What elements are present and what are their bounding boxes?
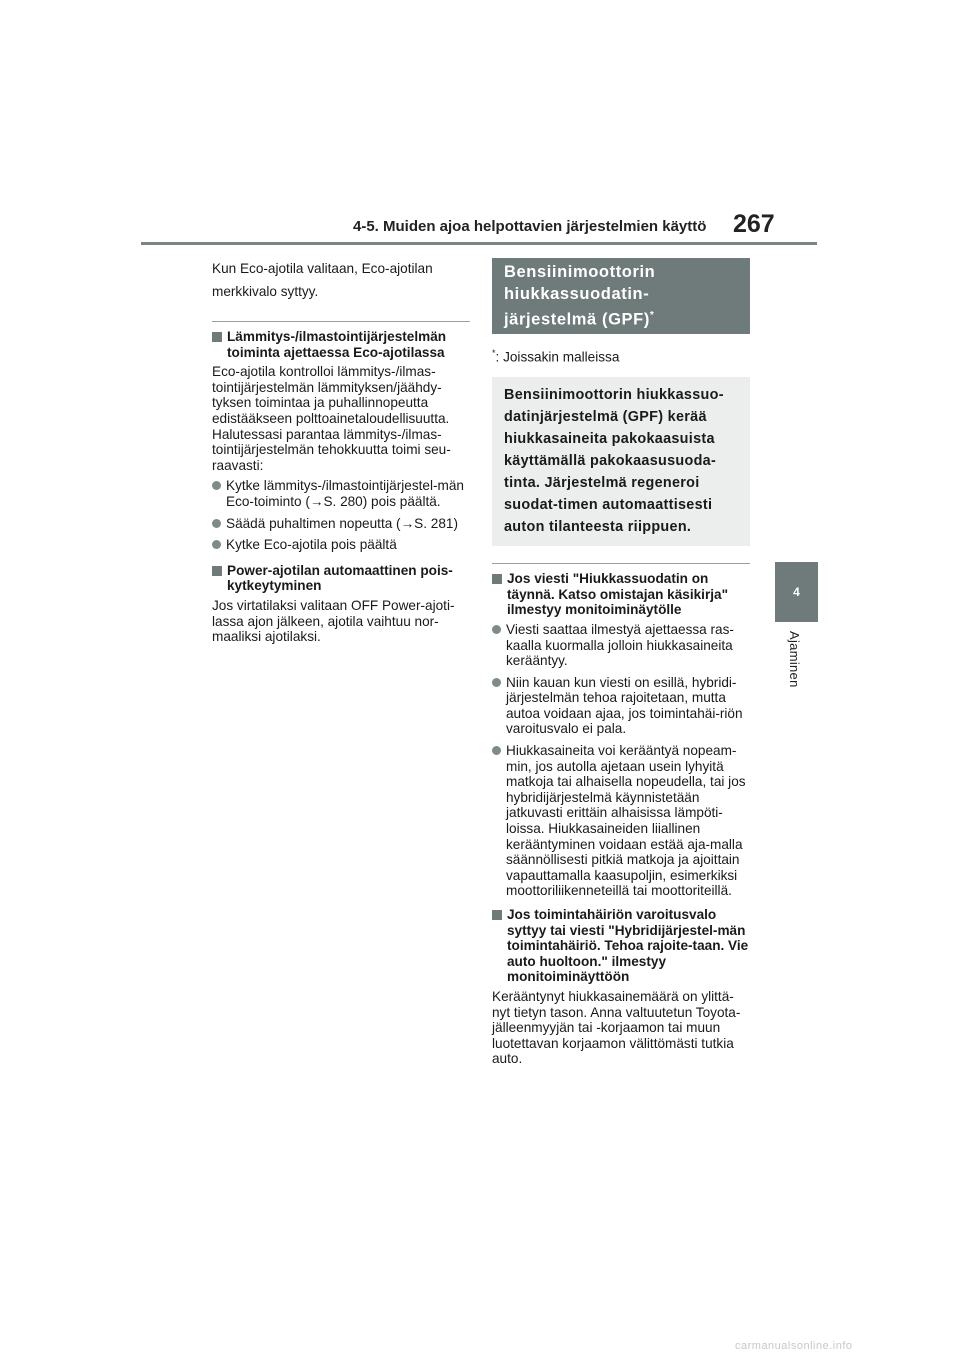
section-title: Bensiinimoottorin hiukkassuodatin-järjestelmä (GPF) (504, 263, 656, 329)
round-bullet-icon (492, 678, 501, 687)
chapter-title: 4-5. Muiden ajoa helpottavien järjestelmien käyttö (353, 218, 707, 235)
round-bullet-icon (212, 481, 221, 490)
list-item-text: Kytke Eco-ajotila pois päältä (226, 537, 397, 553)
subheading-text: Jos viesti "Hiukkassuodatin on täynnä. Katso omistajan käsikirja" ilmestyy monitoiminäytölle (507, 571, 729, 618)
round-bullet-icon (492, 746, 501, 755)
paragraph: Eco-ajotila kontrolloi lämmitys-/ilmas-tointijärjestelmän lämmityksen/jäähdy-tyksen toimintaa ja puhallinnopeutta edistääkseen polttoainetaloudellisuutta. Halutessasi parantaa lämmitys-/ilmas-tointijärjestelmän tehokkuutta toimi seu-raavasti: (212, 364, 451, 473)
section-divider (212, 321, 470, 322)
footnote-text: : Joissakin malleissa (495, 349, 620, 365)
left-column (212, 257, 470, 650)
list-item (492, 743, 750, 899)
section-divider (492, 563, 750, 564)
list-item-text: Niin kauan kun viesti on esillä, hybridi-järjestelmän tehoa rajoitetaan, mutta autoa voidaan ajaa, jos toimintahäi-riön varoitusvalo ei pala. (506, 674, 743, 737)
summary-box: Bensiinimoottorin hiukkassuo-datinjärjestelmä (GPF) kerää hiukkasaineita pakokaasuista käyttämällä pakokaasusuoda-tinta. Järjestelmä regeneroi suodat-timen automaattisesti auton tilanteesta riippuen. (492, 377, 750, 546)
chapter-tab-number: 4 (793, 585, 800, 599)
subheading (492, 571, 750, 618)
subheading (212, 563, 470, 594)
list-item-text: Viesti saattaa ilmestyä ajettaessa ras-kaalla kuormalla jolloin hiukkasaineita kerääntyy. (506, 621, 734, 669)
round-bullet-icon (212, 540, 221, 549)
right-column (492, 258, 750, 1072)
section-title-box (492, 258, 750, 334)
square-bullet-icon (212, 566, 222, 576)
subheading-text: Jos toimintahäiriön varoitusvalo syttyy tai viesti "Hybridijärjestel-män toimintahäiriö. Tehoa rajoite-taan. Vie auto huoltoon." ilmestyy monitoiminäyttöön (507, 907, 749, 985)
section-title-footnote-mark: * (649, 310, 655, 321)
paragraph: Jos virtatilaksi valitaan OFF Power-ajoti-lassa ajon jälkeen, ajotila vaihtuu nor-maaliksi ajotilaksi. (212, 597, 455, 645)
chapter-tab (775, 562, 818, 622)
subheading-text: Power-ajotilan automaattinen pois-kytkeytyminen (227, 562, 453, 594)
footnote (492, 346, 750, 365)
subheading (492, 907, 750, 985)
square-bullet-icon (212, 332, 222, 342)
footnote-mark: * (492, 348, 496, 358)
watermark: carmanualsonline.info (735, 1340, 853, 1352)
list-item-text: Säädä puhaltimen nopeutta (→S. 281) (226, 515, 459, 531)
chapter-tab-label: Ajaminen (787, 631, 802, 688)
intro-paragraph: Kun Eco-ajotila valitaan, Eco-ajotilan merkkivalo syttyy. (212, 261, 433, 299)
list-item (492, 622, 750, 669)
round-bullet-icon (492, 625, 501, 634)
round-bullet-icon (212, 519, 221, 528)
list-item (492, 675, 750, 737)
list-item (212, 537, 470, 553)
list-item (212, 478, 470, 509)
page-number: 267 (733, 210, 775, 238)
list-item-text: Hiukkasaineita voi kerääntyä nopeam-min, jos autolla ajetaan usein lyhyitä matkoja tai alhaisella nopeudella, tai jos hybridijärjestelmä käynnistetään jatkuvasti erittäin alhaisissa lämpöti-loissa. Hiukkasaineiden liiallinen kerääntyminen voidaan estää aja-malla säännöllisesti pitkiä matkoja ja ajoittain vapauttamalla kaasupoljin, esimerkiksi moottoriliikenneteillä tai moottoriteillä. (506, 743, 746, 899)
subheading (212, 329, 470, 360)
header-divider (141, 242, 817, 245)
paragraph: Kerääntynyt hiukkasainemäärä on ylittä-nyt tietyn tason. Anna valtuutetun Toyota-jälleenmyyjän tai -korjaamon tai muun luotettavan korjaamon välittömästi tutkia auto. (492, 988, 741, 1067)
list-item (212, 516, 470, 532)
square-bullet-icon (492, 910, 502, 920)
subheading-text: Lämmitys-/ilmastointijärjestelmän toiminta ajettaessa Eco-ajotilassa (227, 329, 447, 360)
square-bullet-icon (492, 574, 502, 584)
list-item-text: Kytke lämmitys-/ilmastointijärjestel-män Eco-toiminto (→S. 280) pois päältä. (226, 478, 464, 509)
